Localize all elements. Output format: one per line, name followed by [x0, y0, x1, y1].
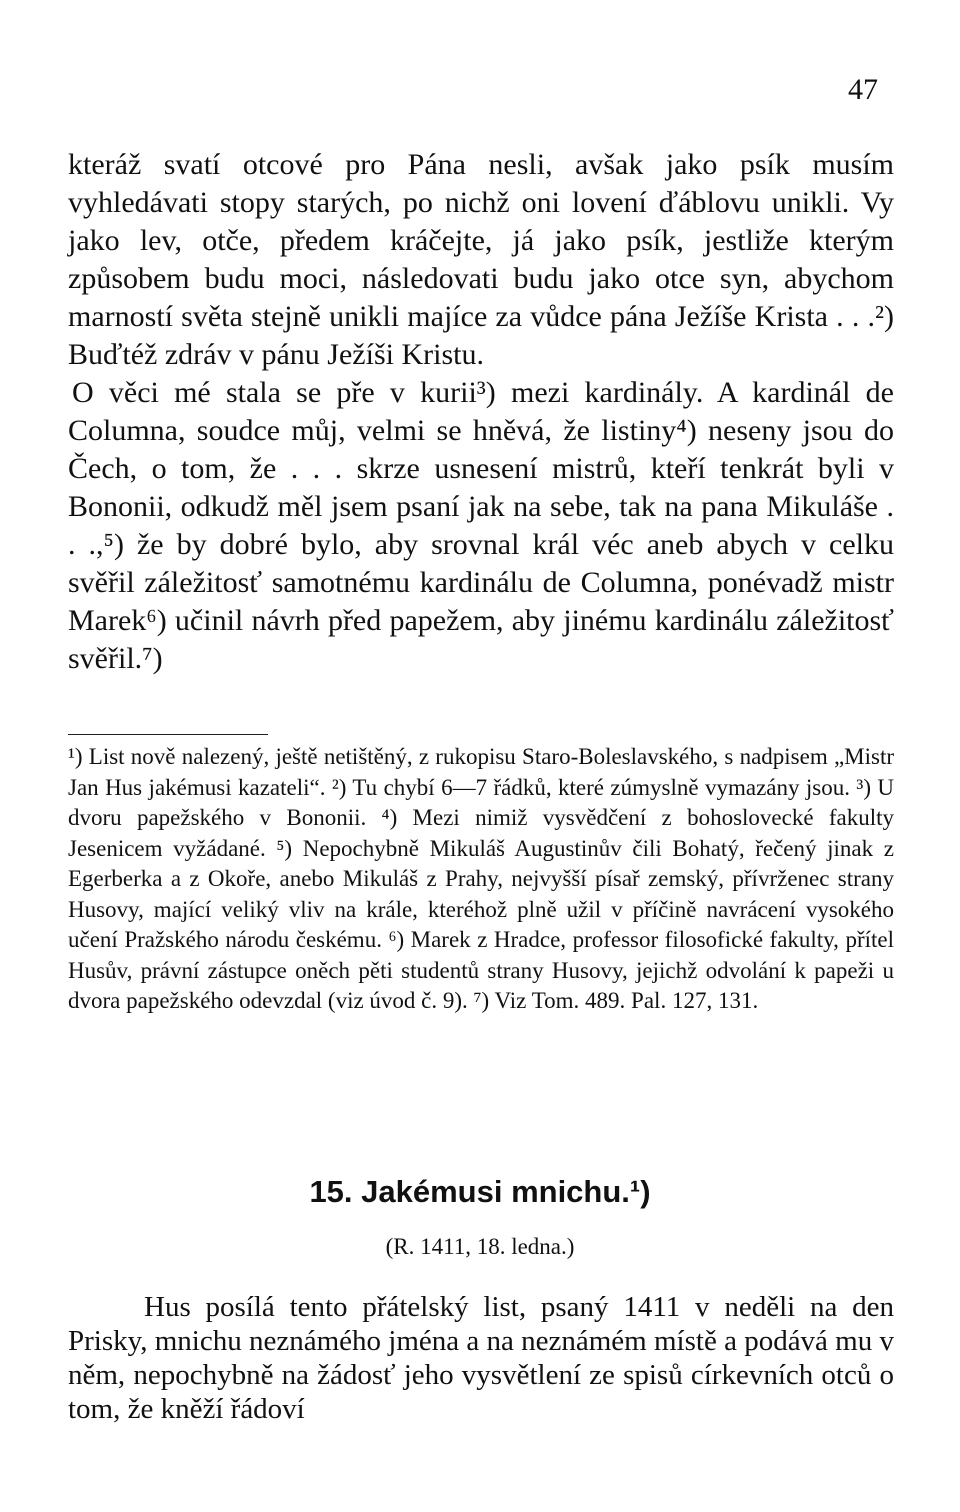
intro-paragraph: Hus posílá tento přátelský list, psaný 1411 v neděli na den Prisky, mnichu neznámého jména a na neznámém místě a podává mu v něm, nepochybně na žádosť jeho vysvětlení ze spisů církevních otců o tom, že kněží řádoví	[68, 1291, 894, 1425]
paragraph-curia: O věci mé stala se pře v kurii³) mezi kardinály. A kardinál de Columna, soudce můj, velmi se hněvá, že listiny⁴) neseny jsou do Čech, o tom, že . . . skrze usnesení mistrů, kteří tenkrát byli v Bononii, odkudž měl jsem psaní jak na sebe, tak na pana Mikuláše . . .,⁵) že by dobré bylo, aby srovnal král véc aneb abych v celku svěřil záležitosť samotnému kardinálu de Columna, ponévadž mistr Marek⁶) učinil návrh před papežem, aby jinému kardinálu záležitosť svěřil.⁷)	[68, 376, 894, 675]
section-date: (R. 1411, 18. ledna.)	[385, 1234, 575, 1259]
footnotes-text: ¹) List nově nalezený, ještě netištěný, z rukopisu Staro-Boleslavského, s nadpisem „Mistr Jan Hus jakémusi kazateli“. ²) Tu chybí 6—7 řádků, které zúmyslně vymazány jsou. ³) U dvoru papežského v Bononii. ⁴) Mezi nimiž vysvědčení z bohoslovecké fakulty Jesenicem vyžádané. ⁵) Nepochybně Mikuláš Augustinův čili Bohatý, řečený jinak z Egerberka a z Okoře, anebo Mikuláš z Prahy, nejvyšší písař zemský, přívrženec strany Husovy, mající veliký vliv na krále, kteréhož plně užil v příčině navrácení vysokého učení Pražského národu českému. ⁶) Marek z Hradce, professor filosofické fakulty, přítel Husův, právní zástupce oněch pěti studentů strany Husovy, jejichž odvolání k papeži u dvora papežského odevzdal (viz úvod č. 9). ⁷) Viz Tom. 489. Pal. 127, 131.	[68, 744, 894, 1013]
paragraph-continuation: kteráž svatí otcové pro Pána nesli, avšak jako psík musím vyhledávati stopy starých, po nichž oni lovení ďáblovu unikli. Vy jako lev, otče, předem kráčejte, já jako psík, jestliže kterým způsobem budu moci, následovati budu jako otce syn, abychom marností světa stejně unikli majíce za vůdce pána Ježíše Krista . . .²) Buďtéž zdráv v pánu Ježíši Kristu.	[68, 148, 894, 371]
footnote-separator	[68, 734, 268, 735]
section-heading: 15. Jakémusi mnichu.¹)	[309, 1174, 651, 1209]
section-intro	[68, 1290, 894, 1426]
page-number: 47	[848, 73, 878, 106]
main-text	[68, 146, 894, 678]
footnotes	[68, 742, 894, 1017]
